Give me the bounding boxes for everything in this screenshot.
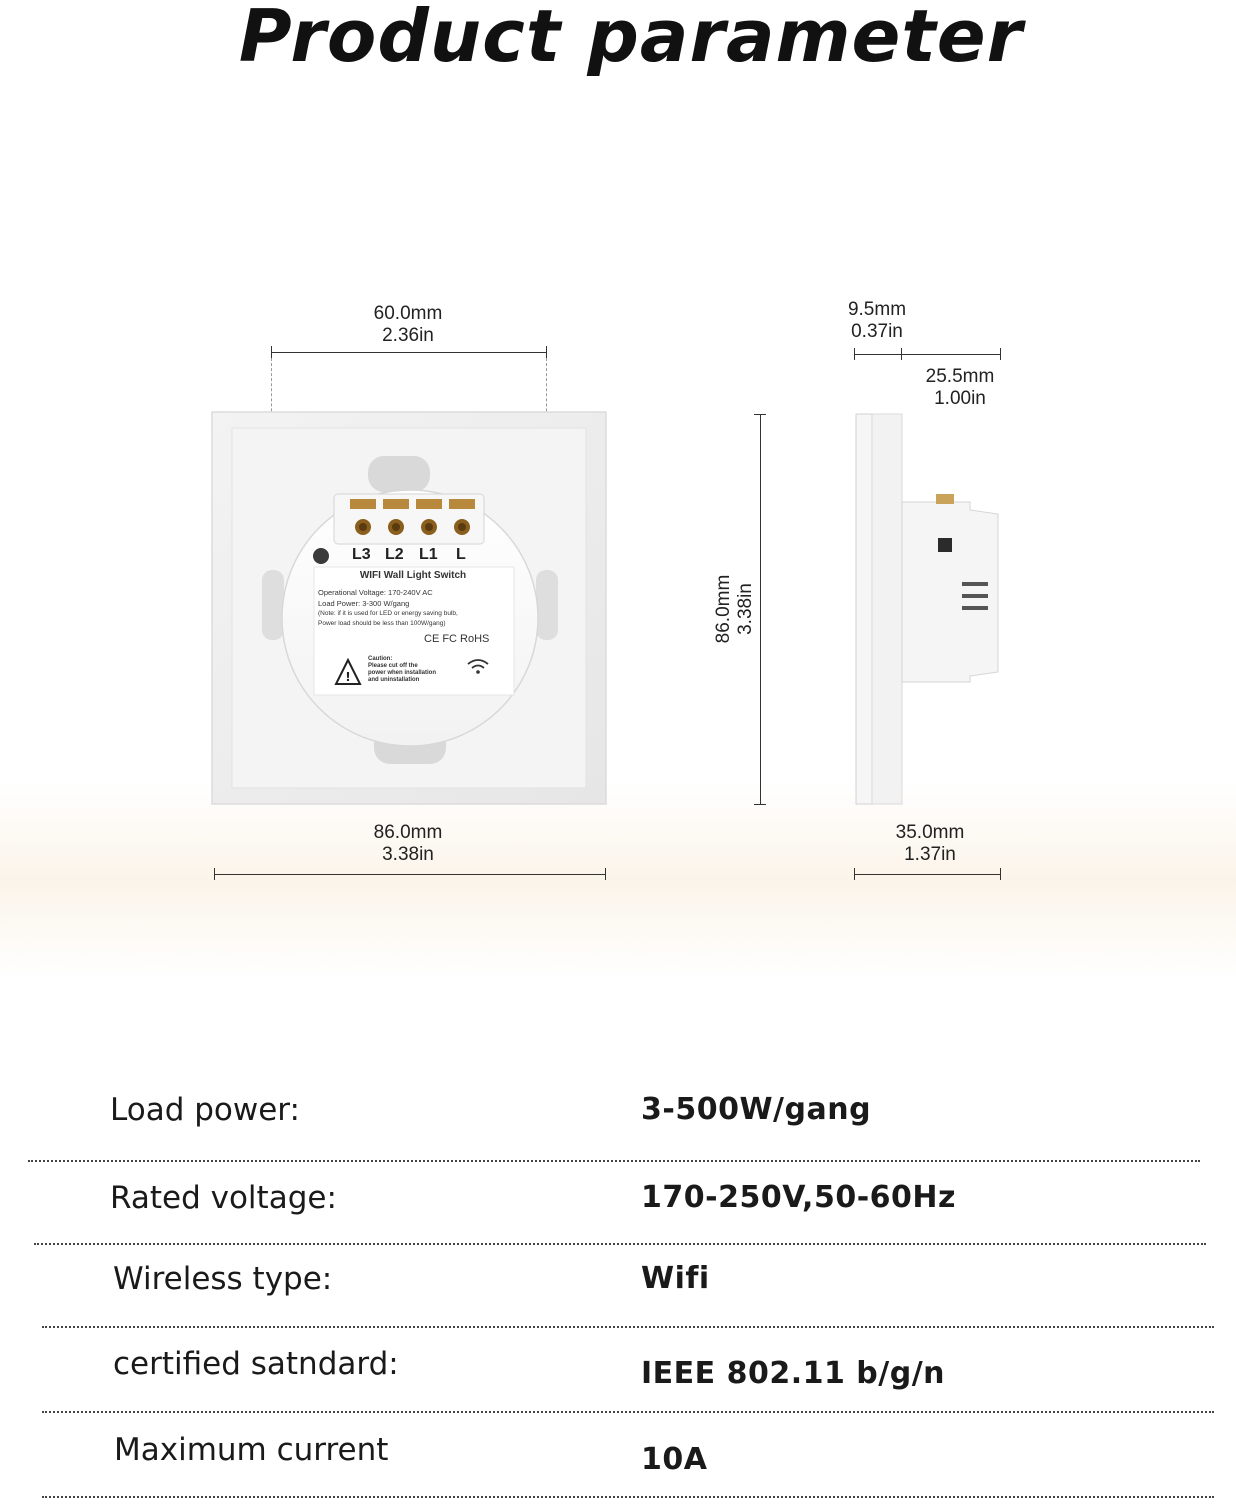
spec-label: certified satndard: bbox=[113, 1346, 399, 1382]
spec-label: Load power: bbox=[110, 1092, 300, 1128]
front-bottom-tick-right bbox=[605, 868, 606, 880]
side-bottom-dim-line bbox=[854, 874, 1001, 875]
device-label-line: (Note: if it is used for LED or energy saving bulb, bbox=[318, 610, 458, 617]
terminal-label: L1 bbox=[419, 546, 438, 563]
front-top-dim-mm: 60.0mm bbox=[373, 303, 443, 324]
front-bottom-dim-mm: 86.0mm bbox=[373, 822, 443, 843]
spec-row-load-power bbox=[0, 1090, 1236, 1170]
spec-value: 170-250V,50-60Hz bbox=[641, 1180, 956, 1215]
caution-line: power when installation bbox=[368, 670, 437, 676]
spec-separator bbox=[42, 1496, 1214, 1498]
front-top-dim-line bbox=[271, 352, 547, 353]
caution-text bbox=[368, 656, 468, 684]
device-label-title: WIFI Wall Light Switch bbox=[359, 570, 467, 581]
side-top-dim-line bbox=[854, 354, 1001, 355]
side-height-tick-bottom bbox=[754, 804, 766, 805]
front-bottom-tick-left bbox=[214, 868, 215, 880]
page-title: Product parameter bbox=[238, 0, 1024, 78]
front-top-tick-right bbox=[546, 346, 547, 358]
side-height-dim-in: 3.38in bbox=[735, 583, 756, 635]
spec-value: IEEE 802.11 b/g/n bbox=[641, 1356, 946, 1391]
switch-side-view bbox=[852, 410, 1004, 810]
front-bottom-dimension bbox=[358, 822, 458, 866]
spec-separator bbox=[42, 1411, 1214, 1413]
caution-line: and uninstallation bbox=[368, 677, 420, 683]
side-bottom-dimension bbox=[880, 822, 980, 866]
device-label bbox=[318, 570, 508, 645]
front-top-dimension bbox=[358, 303, 458, 347]
side-top-small-dimension bbox=[827, 299, 927, 343]
spec-row-rated-voltage bbox=[0, 1178, 1236, 1258]
spec-separator bbox=[42, 1326, 1214, 1328]
spec-row-certified-standard bbox=[0, 1346, 1236, 1426]
caution-line: Caution: bbox=[368, 656, 393, 662]
spec-separator bbox=[34, 1243, 1206, 1245]
front-top-tick-left bbox=[271, 346, 272, 358]
terminal-label: L bbox=[456, 546, 466, 563]
spec-label: Maximum current bbox=[114, 1432, 389, 1468]
certification-marks: CE FC RoHS bbox=[424, 633, 490, 645]
front-bottom-dim-in: 3.38in bbox=[382, 844, 434, 865]
side-small-dim-mm: 9.5mm bbox=[847, 299, 907, 320]
spec-value: 10A bbox=[641, 1442, 708, 1477]
side-height-dimension bbox=[713, 559, 757, 659]
device-label-line: Operational Voltage: 170-240V AC bbox=[318, 588, 433, 597]
front-bottom-dim-line bbox=[214, 874, 605, 875]
side-height-dim-mm: 86.0mm bbox=[713, 574, 734, 644]
side-bottom-dim-in: 1.37in bbox=[904, 844, 956, 865]
side-bottom-tick-left bbox=[854, 868, 855, 880]
spec-label: Rated voltage: bbox=[110, 1180, 337, 1216]
spec-row-wireless-type bbox=[0, 1260, 1236, 1340]
caution-line: Please cut off the bbox=[368, 663, 418, 669]
spec-row-maximum-current bbox=[0, 1432, 1236, 1512]
spec-value: Wifi bbox=[641, 1261, 710, 1296]
side-large-dim-in: 1.00in bbox=[934, 388, 986, 409]
terminal-label: L2 bbox=[385, 546, 404, 563]
side-top-tick-mid bbox=[901, 348, 902, 360]
svg-text:!: ! bbox=[345, 670, 351, 684]
side-top-tick-right bbox=[1000, 348, 1001, 360]
device-label-line: Power load should be less than 100W/gang) bbox=[318, 620, 446, 627]
terminal-screws bbox=[348, 497, 478, 552]
side-large-dim-mm: 25.5mm bbox=[925, 366, 995, 387]
device-label-line: Load Power: 3-300 W/gang bbox=[318, 599, 410, 608]
spec-value: 3-500W/gang bbox=[641, 1092, 872, 1127]
side-bottom-dim-mm: 35.0mm bbox=[895, 822, 965, 843]
front-top-dim-in: 2.36in bbox=[382, 325, 434, 346]
spec-label: Wireless type: bbox=[113, 1261, 333, 1297]
side-small-dim-in: 0.37in bbox=[851, 321, 903, 342]
side-bottom-tick-right bbox=[1000, 868, 1001, 880]
side-top-tick-left bbox=[854, 348, 855, 360]
side-height-tick-top bbox=[754, 414, 766, 415]
side-height-dim-line bbox=[760, 414, 761, 804]
side-top-large-dimension bbox=[910, 366, 1010, 410]
spec-separator bbox=[28, 1160, 1200, 1162]
terminal-label: L3 bbox=[352, 546, 371, 563]
